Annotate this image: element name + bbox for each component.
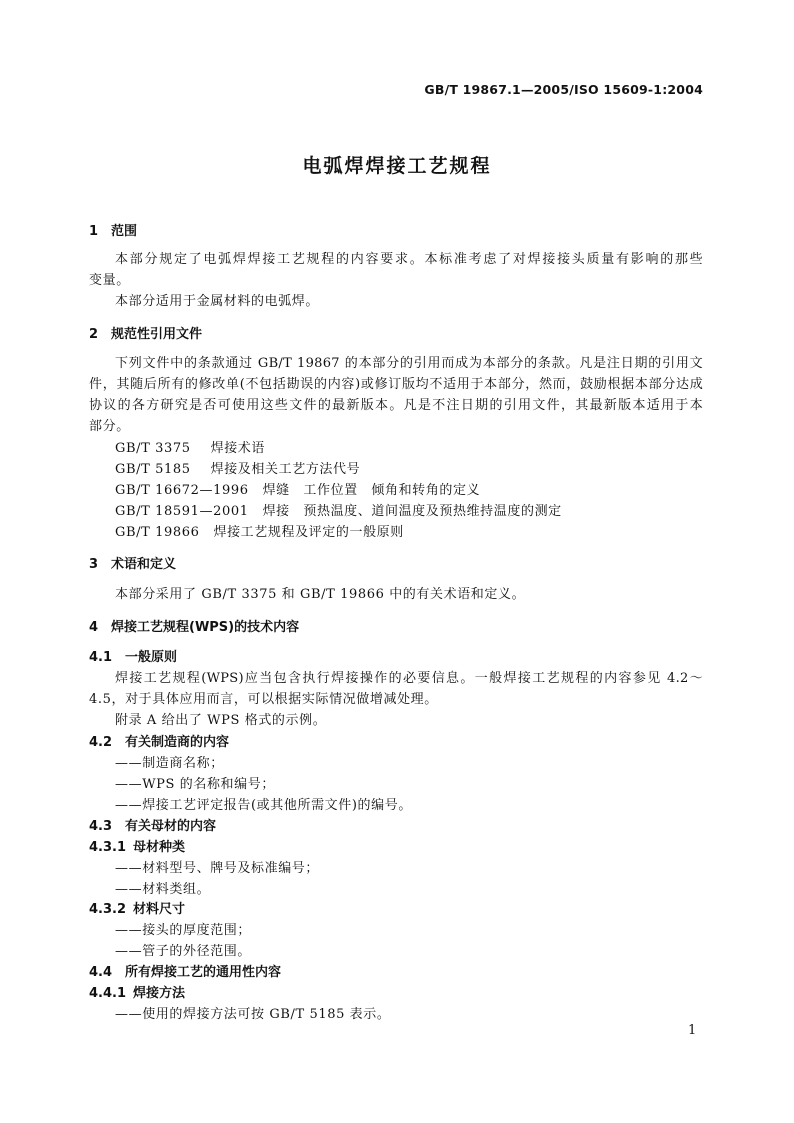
section-4-2-title: 有关制造商的内容 — [125, 735, 230, 750]
section-4-2-heading — [89, 731, 229, 750]
section-4-1-heading — [89, 646, 177, 665]
document-title: 电弧焊焊接工艺规程 — [302, 155, 492, 177]
section-2-para-line-2: 件，其随后所有的修改单(不包括勘误的内容)或修订版均不适用于本部分，然而，鼓励根据本部分达成 — [89, 377, 703, 392]
section-4-4-number: 4.4 — [89, 965, 113, 980]
section-1-para-1-line-2: 变量。 — [89, 273, 130, 288]
list-item: ——WPS 的名称和编号； — [115, 777, 275, 792]
section-4-3-1-heading — [89, 836, 185, 855]
section-4-3-heading — [89, 815, 216, 834]
section-4-3-number: 4.3 — [89, 819, 113, 834]
reference-code: GB/T 19866 — [115, 525, 200, 540]
reference-title: 焊接及相关工艺方法代号 — [210, 462, 361, 477]
list-item: ——焊接工艺评定报告(或其他所需文件)的编号。 — [115, 798, 412, 813]
section-2-number: 2 — [89, 327, 99, 342]
section-4-1-number: 4.1 — [89, 650, 113, 665]
section-3-title: 术语和定义 — [111, 557, 177, 572]
section-4-3-1-title: 母材种类 — [133, 840, 186, 855]
section-2-para-line-4: 部分。 — [89, 419, 130, 434]
section-1-para-2: 本部分适用于金属材料的电弧焊。 — [115, 294, 320, 309]
reference-code: GB/T 3375 — [115, 441, 191, 456]
section-4-1-para-1-line-2: 4.5，对于具体应用而言，可以根据实际情况做增减处理。 — [89, 692, 438, 707]
reference-code: GB/T 5185 — [115, 462, 191, 477]
reference-title: 焊缝 工作位置 倾角和转角的定义 — [262, 483, 481, 498]
section-4-number: 4 — [89, 620, 99, 635]
reference-code: GB/T 18591—2001 — [115, 504, 249, 519]
page-number: 1 — [688, 1023, 697, 1038]
reference-title: 焊接术语 — [210, 441, 266, 456]
section-1-para-1-line-1: 本部分规定了电弧焊焊接工艺规程的内容要求。本标准考虑了对焊接接头质量有影响的那些 — [115, 252, 703, 267]
section-4-4-heading — [89, 961, 281, 980]
list-item: ——制造商名称； — [115, 756, 224, 771]
section-2-heading — [89, 323, 202, 342]
section-4-1-title: 一般原则 — [125, 650, 178, 665]
section-4-3-1-number: 4.3.1 — [89, 840, 127, 855]
section-1-title: 范围 — [111, 224, 138, 239]
section-3-para: 本部分采用了 GB/T 3375 和 GB/T 19866 中的有关术语和定义。 — [115, 587, 526, 602]
standard-code: GB/T 19867.1—2005/ISO 15609-1:2004 — [424, 82, 703, 97]
section-4-3-2-heading — [89, 898, 185, 917]
reference-item — [115, 500, 562, 519]
section-4-1-para-1-line-1: 焊接工艺规程(WPS)应当包含执行焊接操作的必要信息。一般焊接工艺规程的内容参见 4.2～ — [115, 671, 703, 686]
list-item: ——材料类组。 — [115, 882, 211, 897]
section-4-title: 焊接工艺规程(WPS)的技术内容 — [111, 620, 300, 635]
section-3-number: 3 — [89, 557, 99, 572]
section-2-para-line-3: 协议的各方研究是否可使用这些文件的最新版本。凡是不注日期的引用文件，其最新版本适用于本 — [89, 398, 703, 413]
section-4-3-title: 有关母材的内容 — [125, 819, 217, 834]
section-4-4-1-heading — [89, 982, 185, 1001]
list-item: ——接头的厚度范围； — [115, 923, 252, 938]
reference-item — [115, 437, 265, 456]
reference-title: 焊接 预热温度、道间温度及预热维持温度的测定 — [262, 504, 562, 519]
section-4-2-number: 4.2 — [89, 735, 113, 750]
section-4-3-2-title: 材料尺寸 — [133, 902, 186, 917]
section-4-1-para-2: 附录 A 给出了 WPS 格式的示例。 — [115, 713, 327, 728]
section-1-heading — [89, 220, 137, 239]
section-2-title: 规范性引用文件 — [111, 327, 203, 342]
reference-code: GB/T 16672—1996 — [115, 483, 249, 498]
section-4-heading — [89, 616, 299, 635]
list-item: ——管子的外径范围。 — [115, 944, 252, 959]
reference-title: 焊接工艺规程及评定的一般原则 — [213, 525, 404, 540]
list-item: ——使用的焊接方法可按 GB/T 5185 表示。 — [115, 1007, 391, 1022]
reference-item — [115, 479, 480, 498]
reference-item — [115, 458, 360, 477]
list-item: ——材料型号、牌号及标准编号； — [115, 861, 320, 876]
reference-item — [115, 521, 404, 540]
section-4-4-title: 所有焊接工艺的通用性内容 — [125, 965, 282, 980]
section-1-number: 1 — [89, 224, 99, 239]
section-4-3-2-number: 4.3.2 — [89, 902, 127, 917]
section-3-heading — [89, 553, 176, 572]
section-2-para-line-1: 下列文件中的条款通过 GB/T 19867 的本部分的引用而成为本部分的条款。凡是注日期的引用文 — [115, 356, 703, 371]
section-4-4-1-number: 4.4.1 — [89, 986, 127, 1001]
section-4-4-1-title: 焊接方法 — [133, 986, 186, 1001]
